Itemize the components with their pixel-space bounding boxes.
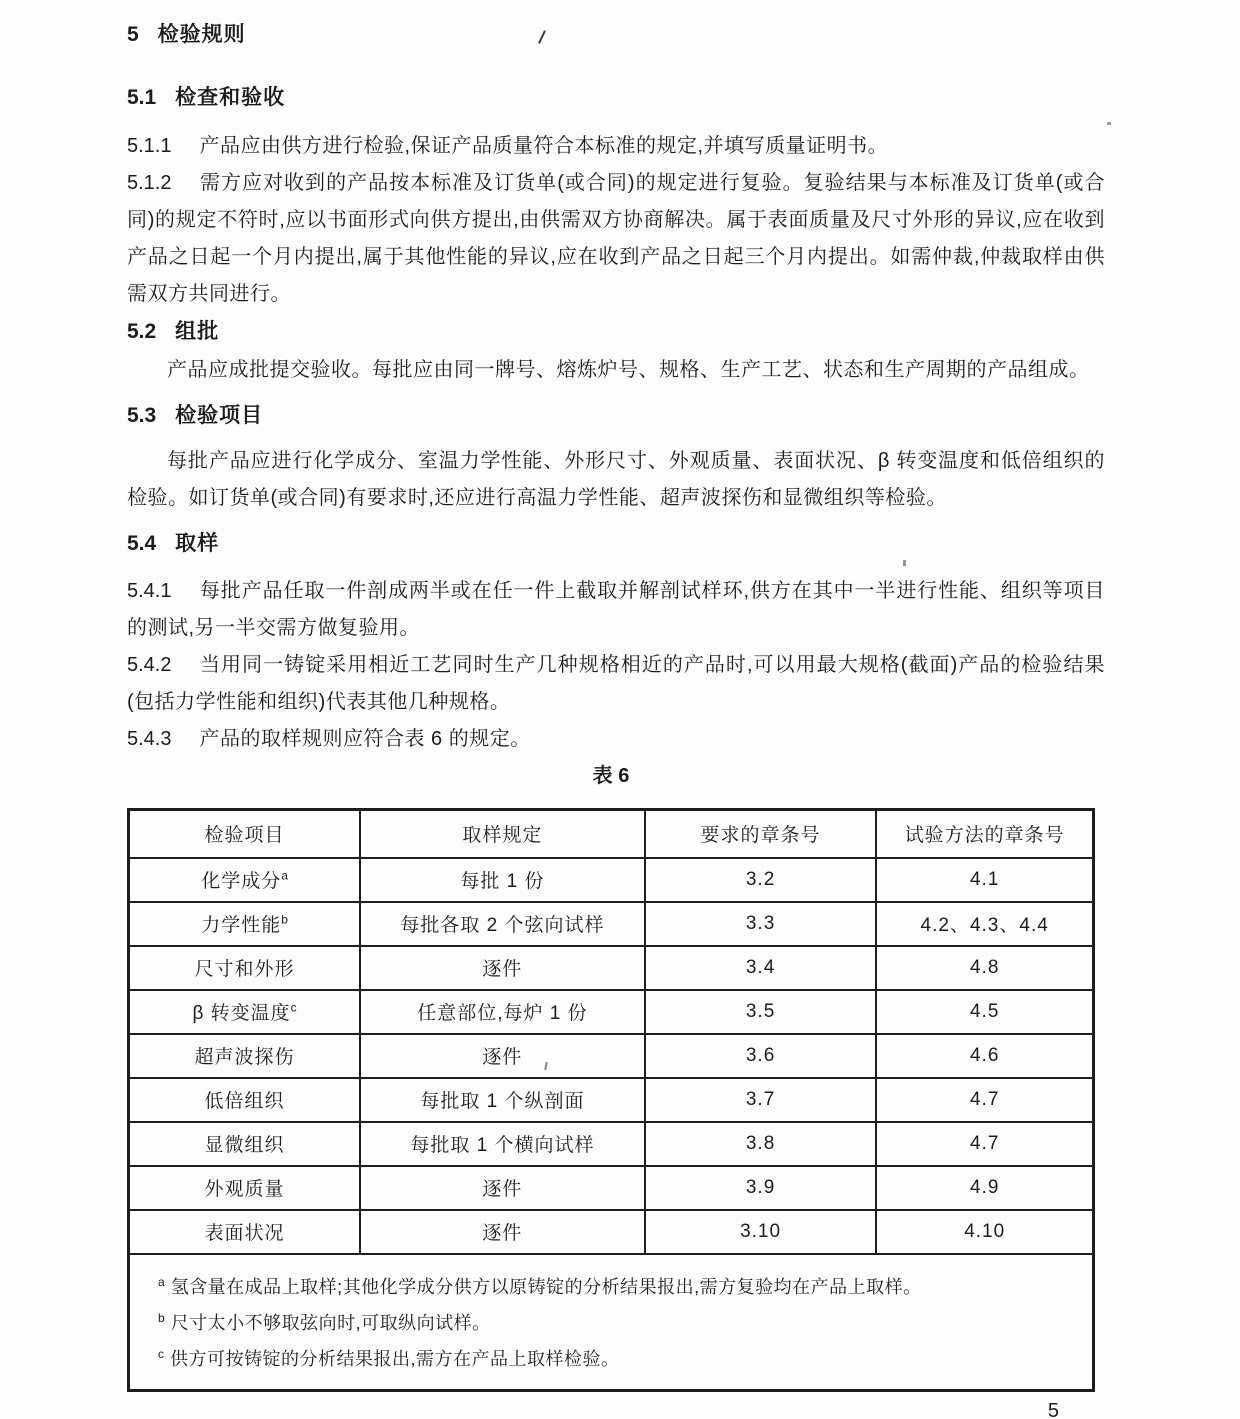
cell-test-method-clause: 4.10 <box>876 1210 1093 1254</box>
table-footnotes <box>129 1254 1094 1391</box>
cell-sampling-rule: 逐件 <box>360 1166 645 1210</box>
cell-requirement-clause: 3.6 <box>645 1034 877 1078</box>
scan-artifact <box>903 560 906 566</box>
section-number: 5.3 <box>127 404 157 427</box>
paragraph-5-3: 每批产品应进行化学成分、室温力学性能、外形尺寸、外观质量、表面状况、β 转变温度和低倍组织的检验。如订货单(或合同)有要求时,还应进行高温力学性能、超声波探伤和显微组织等检验。 <box>127 450 1105 509</box>
clause-5-4-2 <box>127 647 1105 721</box>
table-body <box>129 858 1094 1254</box>
footnote-marker: a <box>281 868 288 883</box>
table-footnote: $^c$ 供方可按铸锭的分析结果报出,需方在产品上取样检验。 <box>158 1346 620 1369</box>
cell-sampling-rule: 任意部位,每炉 1 份 <box>360 990 645 1034</box>
section-heading-5-3 <box>127 397 1105 434</box>
clause-5-4-1 <box>127 573 1105 647</box>
table-row <box>129 1078 1094 1122</box>
cell-test-method-clause: 4.5 <box>876 990 1093 1034</box>
section-number: 5.1 <box>127 86 157 109</box>
clause-number: 5.1.1 <box>127 135 172 157</box>
cell-requirement-clause: 3.10 <box>645 1210 877 1254</box>
section-title: 组批 <box>175 320 220 343</box>
table-row <box>129 858 1094 902</box>
cell-requirement-clause: 3.4 <box>645 946 877 990</box>
cell-test-method-clause: 4.2、4.3、4.4 <box>876 902 1093 946</box>
cell-sampling-rule: 每批取 1 个纵剖面 <box>360 1078 645 1122</box>
table-footnote: $^a$ 氢含量在成品上取样;其他化学成分供方以原铸锭的分析结果报出,需方复验均在产品上取样。 <box>158 1274 922 1297</box>
cell-sampling-rule: 每批各取 2 个弦向试样 <box>360 902 645 946</box>
clause-number: 5.4.1 <box>127 580 172 602</box>
cell-test-method-clause: 4.1 <box>876 858 1093 902</box>
cell-requirement-clause: 3.7 <box>645 1078 877 1122</box>
cell-test-method-clause: 4.6 <box>876 1034 1093 1078</box>
clause-text: 产品的取样规则应符合表 6 的规定。 <box>199 728 531 750</box>
cell-requirement-clause: 3.9 <box>645 1166 877 1210</box>
table-row <box>129 1166 1094 1210</box>
cell-requirement-clause: 3.8 <box>645 1122 877 1166</box>
cell-inspection-item: 外观质量 <box>129 1166 361 1210</box>
column-header-sampling-rule: 取样规定 <box>360 810 645 858</box>
clause-5-1-2 <box>127 165 1105 313</box>
cell-test-method-clause: 4.9 <box>876 1166 1093 1210</box>
table-header-row <box>129 810 1094 858</box>
table-row <box>129 946 1094 990</box>
section-title: 检验项目 <box>175 404 264 427</box>
sampling-rules-table <box>127 808 1095 1392</box>
section-number: 5.4 <box>127 532 157 555</box>
table-row <box>129 1122 1094 1166</box>
column-header-inspection-item: 检验项目 <box>129 810 361 858</box>
clause-number: 5.4.2 <box>127 654 172 676</box>
footnote-marker: c <box>290 1000 297 1015</box>
clause-number: 5.4.3 <box>127 728 172 750</box>
section-heading-5 <box>127 16 1105 53</box>
cell-sampling-rule: 每批取 1 个横向试样 <box>360 1122 645 1166</box>
column-header-requirement-clause: 要求的章条号 <box>645 810 877 858</box>
table-row <box>129 1034 1094 1078</box>
table-row <box>129 1210 1094 1254</box>
section-title: 检查和验收 <box>175 86 286 109</box>
cell-requirement-clause: 3.2 <box>645 858 877 902</box>
clause-text: 需方应对收到的产品按本标准及订货单(或合同)的规定进行复验。复验结果与本标准及订货单(或合同)的规定不符时,应以书面形式向供方提出,由供需双方协商解决。属于表面质量及尺寸外形的异议,应在收到产品之日起一个月内提出,属于其他性能的异议,应在收到产品之日起三个月内提出。如需仲裁,仲裁取样由供需双方共同进行。 <box>127 172 1105 305</box>
table-row <box>129 990 1094 1034</box>
section-title: 取样 <box>175 532 220 555</box>
cell-inspection-item: β 转变温度$^c$ <box>129 990 361 1034</box>
section-number: 5 <box>127 23 139 46</box>
clause-text: 产品应由供方进行检验,保证产品质量符合本标准的规定,并填写质量证明书。 <box>199 135 889 157</box>
scan-artifact <box>1107 122 1111 125</box>
footnote-marker: a <box>158 1274 165 1289</box>
table-caption: 表 6 <box>592 765 630 787</box>
footnote-marker: b <box>281 912 288 927</box>
clause-5-1-1 <box>127 128 1105 165</box>
cell-test-method-clause: 4.7 <box>876 1122 1093 1166</box>
clause-text: 当用同一铸锭采用相近工艺同时生产几种规格相近的产品时,可以用最大规格(截面)产品的检验结果(包括力学性能和组织)代表其他几种规格。 <box>127 654 1105 713</box>
cell-requirement-clause: 3.3 <box>645 902 877 946</box>
cell-inspection-item: 力学性能$^b$ <box>129 902 361 946</box>
section-heading-5-2 <box>127 313 1105 350</box>
column-header-test-method-clause: 试验方法的章条号 <box>876 810 1093 858</box>
footnote-marker: b <box>158 1310 165 1325</box>
clause-number: 5.1.2 <box>127 172 172 194</box>
section-heading-5-1 <box>127 79 1105 116</box>
cell-sampling-rule: 逐件 <box>360 1034 645 1078</box>
cell-sampling-rule: 逐件 <box>360 946 645 990</box>
clause-5-4-3 <box>127 721 1105 758</box>
cell-inspection-item: 尺寸和外形 <box>129 946 361 990</box>
section-number: 5.2 <box>127 320 157 343</box>
table-row <box>129 902 1094 946</box>
cell-test-method-clause: 4.7 <box>876 1078 1093 1122</box>
cell-sampling-rule: 逐件 <box>360 1210 645 1254</box>
page-number: 5 <box>1047 1399 1059 1419</box>
cell-inspection-item: 超声波探伤 <box>129 1034 361 1078</box>
cell-sampling-rule: 每批 1 份 <box>360 858 645 902</box>
cell-inspection-item: 化学成分$^a$ <box>129 858 361 902</box>
cell-inspection-item: 显微组织 <box>129 1122 361 1166</box>
paragraph-5-2: 产品应成批提交验收。每批应由同一牌号、熔炼炉号、规格、生产工艺、状态和生产周期的产品组成。 <box>167 359 1090 381</box>
cell-inspection-item: 低倍组织 <box>129 1078 361 1122</box>
footnote-marker: c <box>158 1346 164 1361</box>
cell-requirement-clause: 3.5 <box>645 990 877 1034</box>
table-footnote: $^b$ 尺寸太小不够取弦向时,可取纵向试样。 <box>158 1310 491 1333</box>
section-title: 检验规则 <box>157 23 246 46</box>
section-heading-5-4 <box>127 525 1105 562</box>
cell-inspection-item: 表面状况 <box>129 1210 361 1254</box>
cell-test-method-clause: 4.8 <box>876 946 1093 990</box>
clause-text: 每批产品任取一件剖成两半或在任一件上截取并解剖试样环,供方在其中一半进行性能、组织等项目的测试,另一半交需方做复验用。 <box>127 580 1105 639</box>
